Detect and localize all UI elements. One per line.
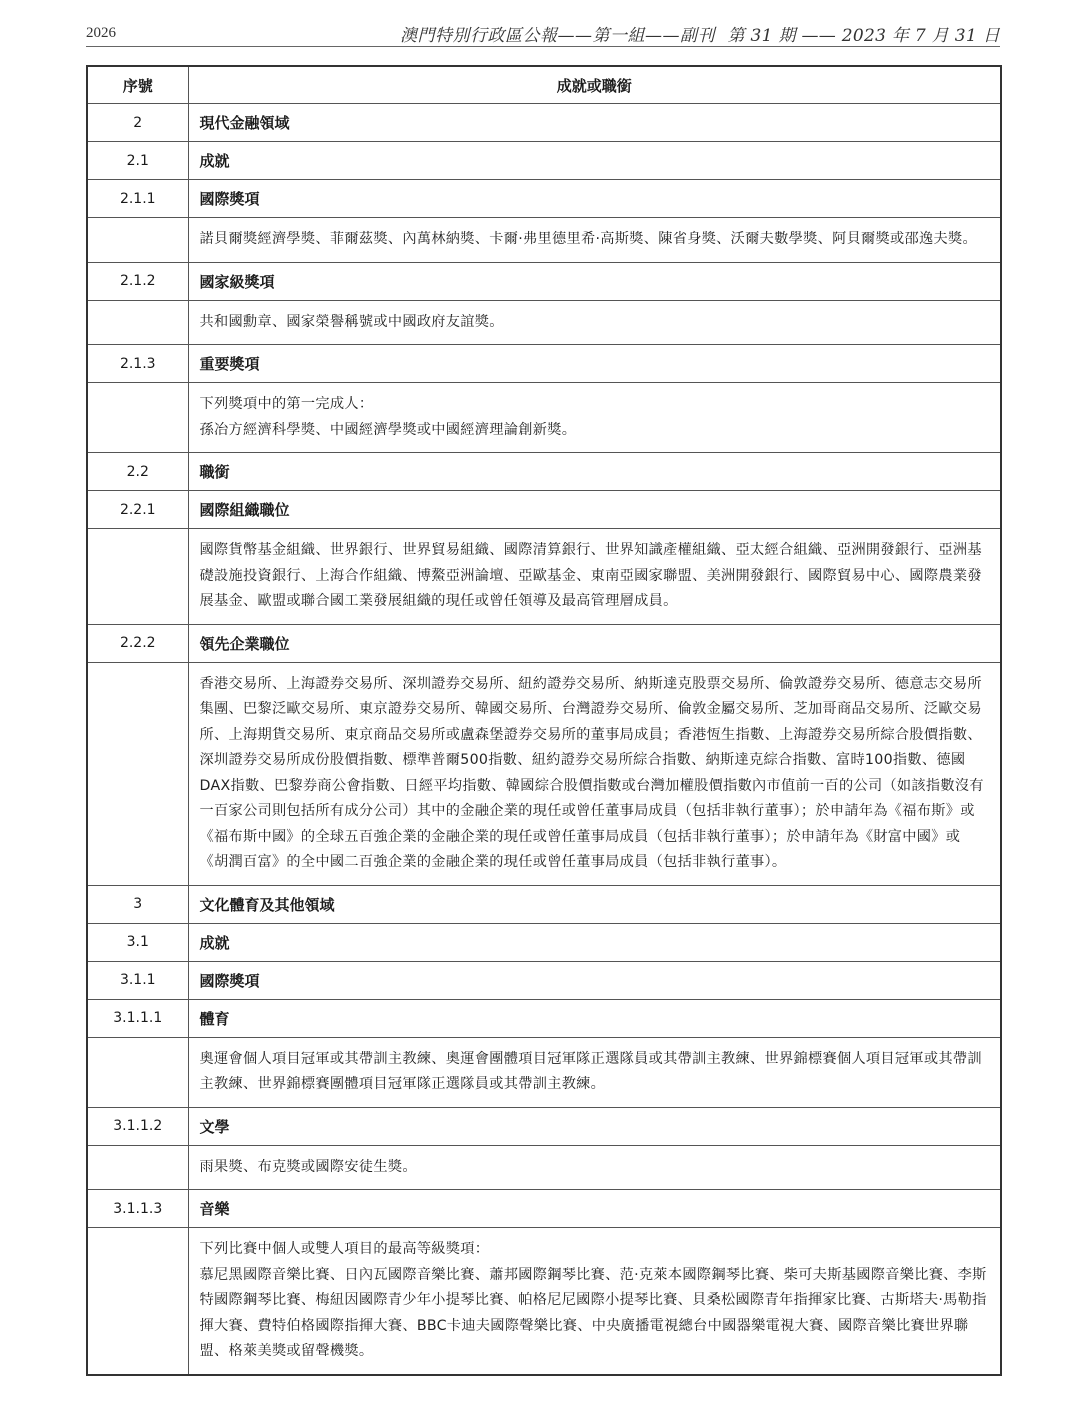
row-number: 2.2 [87,453,188,491]
table-row [87,300,1001,345]
row-number: 3.1.1.2 [87,1107,188,1145]
table-row [87,180,1001,218]
row-heading: 國際組織職位 [188,491,1001,529]
table-row [87,1107,1001,1145]
row-description [188,1228,1001,1375]
publication-title: 澳門特別行政區公報——第一組——副刊 [400,26,715,46]
empty-number-cell [87,300,188,345]
row-description [188,383,1001,453]
row-description-intro: 下列獎項中的第一完成人： [199,396,374,412]
table-row [87,662,1001,885]
column-header-title: 成就或職銜 [188,66,1001,104]
row-description-text: 慕尼黑國際音樂比賽、日內瓦國際音樂比賽、蕭邦國際鋼琴比賽、范·克萊本國際鋼琴比賽、柴可夫斯基國際音樂比賽、李斯特國際鋼琴比賽、梅紐因國際青少年小提琴比賽、帕格尼尼國際小提琴比賽、貝桑松國際青年指揮家比賽、古斯塔夫·馬勒指揮大賽、費特伯格國際指揮大賽、BBC卡迪夫國際聲樂比賽、中央廣播電視總台中國器樂電視大賽、國際音樂比賽世界聯盟、格萊美獎或留聲機獎。 [199,1266,987,1359]
table-row [87,961,1001,999]
row-heading: 成就 [188,142,1001,180]
row-heading: 現代金融領域 [188,104,1001,142]
row-number: 2 [87,104,188,142]
row-number: 3.1.1.3 [87,1190,188,1228]
row-number: 2.1.3 [87,345,188,383]
row-heading: 國際獎項 [188,961,1001,999]
row-description: 國際貨幣基金組織、世界銀行、世界貿易組織、國際清算銀行、世界知識產權組織、亞太經合組織、亞洲開發銀行、亞洲基礎設施投資銀行、上海合作組織、博鰲亞洲論壇、亞歐基金、東南亞國家聯盟、美洲開發銀行、國際貿易中心、國際農業發展基金、歐盟或聯合國工業發展組織的現任或曾任領導及最高管理層成員。 [188,529,1001,625]
table-row [87,383,1001,453]
row-number: 3.1 [87,923,188,961]
row-heading: 國際獎項 [188,180,1001,218]
row-heading: 成就 [188,923,1001,961]
row-heading: 體育 [188,999,1001,1037]
row-number: 3 [87,885,188,923]
empty-number-cell [87,529,188,625]
empty-number-cell [87,662,188,885]
row-heading: 重要獎項 [188,345,1001,383]
row-heading: 文化體育及其他領域 [188,885,1001,923]
row-heading: 文學 [188,1107,1001,1145]
table-row [87,142,1001,180]
table-row [87,1037,1001,1107]
table-row [87,1190,1001,1228]
empty-number-cell [87,218,188,263]
page-number: 2026 [86,25,116,41]
row-description: 共和國勳章、國家榮譽稱號或中國政府友誼獎。 [188,300,1001,345]
table-row [87,624,1001,662]
table-row [87,1145,1001,1190]
empty-number-cell [87,1145,188,1190]
row-number: 2.1 [87,142,188,180]
page-header [0,0,1080,60]
row-description: 諾貝爾獎經濟學獎、菲爾茲獎、內萬林納獎、卡爾·弗里德里希·高斯獎、陳省身獎、沃爾夫數學獎、阿貝爾獎或邵逸夫獎。 [188,218,1001,263]
table-header-row [87,66,1001,104]
table-row [87,453,1001,491]
column-header-number: 序號 [87,66,188,104]
table-row [87,1228,1001,1375]
table-row [87,262,1001,300]
row-description-text: 孫冶方經濟科學獎、中國經濟學獎或中國經濟理論創新獎。 [199,421,577,438]
table-row [87,104,1001,142]
table-row [87,999,1001,1037]
row-number: 2.2.2 [87,624,188,662]
empty-number-cell [87,383,188,453]
row-heading: 職銜 [188,453,1001,491]
table-row [87,345,1001,383]
row-description: 雨果獎、布克獎或國際安徒生獎。 [188,1145,1001,1190]
row-description-intro: 下列比賽中個人或雙人項目的最高等級獎項： [199,1241,490,1257]
row-number: 2.1.1 [87,180,188,218]
row-number: 3.1.1 [87,961,188,999]
row-heading: 音樂 [188,1190,1001,1228]
row-heading: 領先企業職位 [188,624,1001,662]
row-description: 香港交易所、上海證券交易所、深圳證券交易所、紐約證券交易所、納斯達克股票交易所、倫敦證券交易所、德意志交易所集團、巴黎泛歐交易所、東京證券交易所、韓國交易所、台灣證券交易所、倫敦金屬交易所、芝加哥商品交易所、泛歐交易所、上海期貨交易所、東京商品交易所或盧森堡證券交易所的董事局成員；香港恆生指數、上海證券交易所綜合股價指數、深圳證券交易所成份股價指數、標準普爾500指數、紐約證券交易所綜合指數、納斯達克綜合指數、富時100指數、德國DAX指數、巴黎券商公會指數、日經平均指數、韓國綜合股價指數或台灣加權股價指數內市值前一百的公司（如該指數沒有一百家公司則包括所有成分公司）其中的金融企業的現任或曾任董事局成員（包括非執行董事）；於申請年為《福布斯》或《福布斯中國》的全球五百強企業的金融企業的現任或曾任董事局成員（包括非執行董事）；於申請年為《財富中國》或《胡潤百富》的全中國二百強企業的金融企業的現任或曾任董事局成員（包括非執行董事）。 [188,662,1001,885]
empty-number-cell [87,1037,188,1107]
row-description: 奧運會個人項目冠軍或其帶訓主教練、奧運會團體項目冠軍隊正選隊員或其帶訓主教練、世界錦標賽個人項目冠軍或其帶訓主教練、世界錦標賽團體項目冠軍隊正選隊員或其帶訓主教練。 [188,1037,1001,1107]
table-row [87,529,1001,625]
table-row [87,218,1001,263]
table-row [87,491,1001,529]
issue-date: 第 31 期 —— 2023 年 7 月 31 日 [727,26,1000,46]
table-row [87,885,1001,923]
row-number: 2.1.2 [87,262,188,300]
header-divider [86,46,1000,47]
row-heading: 國家級獎項 [188,262,1001,300]
table-row [87,923,1001,961]
empty-number-cell [87,1228,188,1375]
achievements-table [86,65,1002,1376]
row-number: 2.2.1 [87,491,188,529]
row-number: 3.1.1.1 [87,999,188,1037]
